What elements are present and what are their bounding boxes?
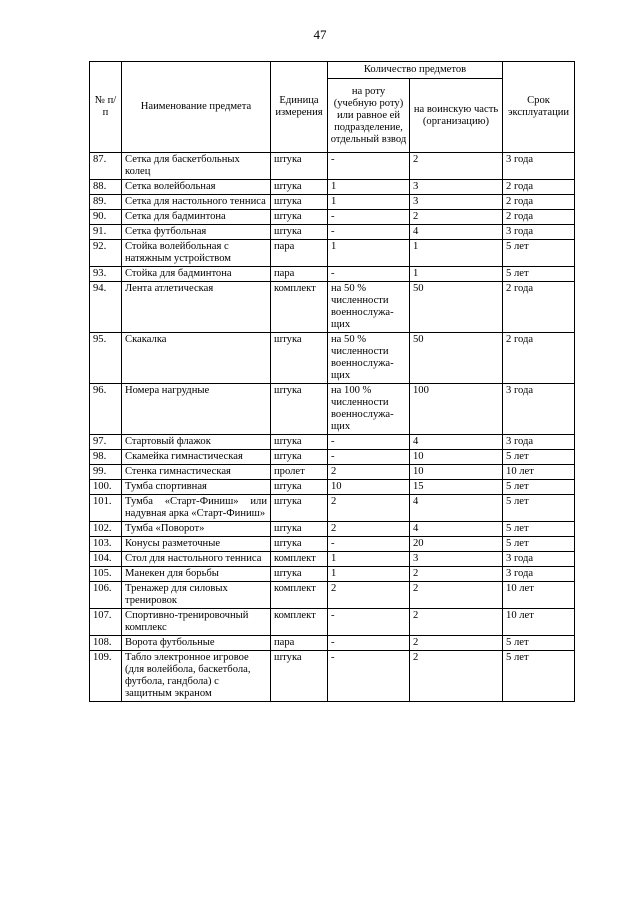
cell-qty-unit: 15: [410, 480, 503, 495]
table-row: [90, 609, 575, 636]
cell-num: 90.: [90, 210, 122, 225]
cell-unit: штука: [271, 195, 328, 210]
cell-unit: штука: [271, 480, 328, 495]
cell-num: 105.: [90, 567, 122, 582]
header-num: № п/п: [90, 62, 122, 153]
table-row: [90, 435, 575, 450]
cell-term: 5 лет: [503, 450, 575, 465]
cell-qty-company: 1: [328, 195, 410, 210]
cell-term: 5 лет: [503, 480, 575, 495]
cell-qty-unit: 3: [410, 180, 503, 195]
cell-term: 10 лет: [503, 582, 575, 609]
cell-qty-unit: 4: [410, 522, 503, 537]
cell-qty-unit: 1: [410, 267, 503, 282]
cell-term: 5 лет: [503, 537, 575, 552]
cell-qty-company: -: [328, 435, 410, 450]
cell-term: 10 лет: [503, 609, 575, 636]
cell-term: 3 года: [503, 435, 575, 450]
cell-term: 3 года: [503, 153, 575, 180]
cell-name: Сетка футбольная: [122, 225, 271, 240]
header-unit: Единица измерения: [271, 62, 328, 153]
cell-term: 5 лет: [503, 267, 575, 282]
header-term: Срок эксплуатации: [503, 62, 575, 153]
cell-qty-unit: 2: [410, 609, 503, 636]
cell-name: Стол для настольного тенниса: [122, 552, 271, 567]
cell-num: 102.: [90, 522, 122, 537]
cell-unit: штука: [271, 333, 328, 384]
cell-num: 100.: [90, 480, 122, 495]
table-row: [90, 552, 575, 567]
cell-num: 89.: [90, 195, 122, 210]
cell-unit: комплект: [271, 609, 328, 636]
cell-num: 104.: [90, 552, 122, 567]
cell-qty-company: -: [328, 609, 410, 636]
cell-num: 91.: [90, 225, 122, 240]
cell-term: 2 года: [503, 180, 575, 195]
cell-qty-company: -: [328, 537, 410, 552]
cell-qty-company: -: [328, 153, 410, 180]
cell-term: 3 года: [503, 567, 575, 582]
cell-name: Стартовый флажок: [122, 435, 271, 450]
cell-num: 88.: [90, 180, 122, 195]
cell-name: Сетка для бадминтона: [122, 210, 271, 225]
cell-name: Сетка для баскетбольных колец: [122, 153, 271, 180]
cell-qty-unit: 2: [410, 651, 503, 702]
header-name: Наименование предмета: [122, 62, 271, 153]
cell-term: 5 лет: [503, 522, 575, 537]
table-row: [90, 153, 575, 180]
cell-qty-unit: 10: [410, 450, 503, 465]
cell-qty-unit: 4: [410, 435, 503, 450]
table-row: [90, 522, 575, 537]
cell-term: 2 года: [503, 333, 575, 384]
cell-name: Табло электронное игровое (для волейбола, баскетбола, футбола, гандбола) с защитным экраном: [122, 651, 271, 702]
cell-unit: штука: [271, 450, 328, 465]
cell-qty-company: на 50 % численности военнослужа-щих: [328, 333, 410, 384]
cell-term: 5 лет: [503, 636, 575, 651]
table-row: [90, 282, 575, 333]
cell-name: Манекен для борьбы: [122, 567, 271, 582]
cell-unit: штука: [271, 435, 328, 450]
cell-qty-company: 2: [328, 495, 410, 522]
cell-unit: комплект: [271, 582, 328, 609]
cell-name: Спортивно-тренировочный комплекс: [122, 609, 271, 636]
cell-name: Тумба спортивная: [122, 480, 271, 495]
table-row: [90, 495, 575, 522]
header-qty-group: Количество предметов: [328, 62, 503, 79]
cell-qty-company: 1: [328, 567, 410, 582]
cell-num: 103.: [90, 537, 122, 552]
table-body: [90, 153, 575, 702]
cell-term: 3 года: [503, 225, 575, 240]
cell-qty-unit: 2: [410, 567, 503, 582]
equipment-table: [89, 61, 575, 702]
cell-name: Тренажер для силовых тренировок: [122, 582, 271, 609]
cell-qty-company: 10: [328, 480, 410, 495]
cell-name: Номера нагрудные: [122, 384, 271, 435]
cell-qty-company: 2: [328, 522, 410, 537]
cell-num: 99.: [90, 465, 122, 480]
cell-num: 97.: [90, 435, 122, 450]
header-qty-unit: на воинскую часть (организацию): [410, 79, 503, 153]
table-row: [90, 651, 575, 702]
cell-unit: штука: [271, 384, 328, 435]
cell-qty-unit: 20: [410, 537, 503, 552]
cell-name: Лента атлетическая: [122, 282, 271, 333]
cell-num: 87.: [90, 153, 122, 180]
cell-qty-unit: 10: [410, 465, 503, 480]
table-row: [90, 537, 575, 552]
cell-term: 2 года: [503, 282, 575, 333]
cell-qty-unit: 2: [410, 210, 503, 225]
cell-unit: штука: [271, 225, 328, 240]
cell-qty-company: 2: [328, 465, 410, 480]
cell-name: Тумба «Поворот»: [122, 522, 271, 537]
cell-num: 101.: [90, 495, 122, 522]
cell-qty-company: 1: [328, 240, 410, 267]
table-row: [90, 582, 575, 609]
cell-qty-unit: 3: [410, 195, 503, 210]
cell-qty-company: на 50 % численности военнослужа-щих: [328, 282, 410, 333]
cell-unit: штука: [271, 567, 328, 582]
cell-unit: штука: [271, 537, 328, 552]
cell-name: Скакалка: [122, 333, 271, 384]
cell-term: 2 года: [503, 195, 575, 210]
cell-num: 92.: [90, 240, 122, 267]
cell-qty-company: -: [328, 225, 410, 240]
cell-num: 94.: [90, 282, 122, 333]
cell-qty-company: 1: [328, 552, 410, 567]
table-row: [90, 567, 575, 582]
cell-num: 93.: [90, 267, 122, 282]
cell-qty-company: -: [328, 651, 410, 702]
cell-unit: пара: [271, 267, 328, 282]
table-row: [90, 180, 575, 195]
table-row: [90, 240, 575, 267]
cell-qty-unit: 4: [410, 225, 503, 240]
cell-num: 95.: [90, 333, 122, 384]
table-row: [90, 465, 575, 480]
cell-name: Стойка волейбольная с натяжным устройством: [122, 240, 271, 267]
table-row: [90, 195, 575, 210]
cell-name: Сетка для настольного тенниса: [122, 195, 271, 210]
table-row: [90, 210, 575, 225]
cell-unit: штука: [271, 210, 328, 225]
cell-num: 108.: [90, 636, 122, 651]
cell-unit: штука: [271, 153, 328, 180]
cell-qty-unit: 50: [410, 282, 503, 333]
cell-unit: комплект: [271, 552, 328, 567]
cell-qty-company: -: [328, 450, 410, 465]
cell-term: 5 лет: [503, 240, 575, 267]
cell-term: 5 лет: [503, 651, 575, 702]
cell-name: Стойка для бадминтона: [122, 267, 271, 282]
cell-num: 107.: [90, 609, 122, 636]
cell-qty-company: 2: [328, 582, 410, 609]
cell-name: Тумба «Старт-Финиш» или надувная арка «Старт-Финиш»: [122, 495, 271, 522]
cell-unit: пролет: [271, 465, 328, 480]
cell-qty-unit: 100: [410, 384, 503, 435]
cell-qty-unit: 50: [410, 333, 503, 384]
cell-num: 96.: [90, 384, 122, 435]
cell-qty-unit: 3: [410, 552, 503, 567]
cell-term: 2 года: [503, 210, 575, 225]
cell-unit: штука: [271, 180, 328, 195]
cell-term: 5 лет: [503, 495, 575, 522]
cell-num: 106.: [90, 582, 122, 609]
cell-unit: штука: [271, 522, 328, 537]
cell-unit: штука: [271, 651, 328, 702]
table-row: [90, 450, 575, 465]
cell-name: Ворота футбольные: [122, 636, 271, 651]
table-row: [90, 267, 575, 282]
table-row: [90, 636, 575, 651]
cell-unit: комплект: [271, 282, 328, 333]
cell-term: 3 года: [503, 384, 575, 435]
cell-qty-unit: 2: [410, 636, 503, 651]
header-qty-company: на роту (учебную роту) или равное ей подразделение, отдельный взвод: [328, 79, 410, 153]
cell-qty-company: -: [328, 210, 410, 225]
table-header: [90, 62, 575, 153]
cell-qty-company: 1: [328, 180, 410, 195]
cell-unit: пара: [271, 636, 328, 651]
table-row: [90, 225, 575, 240]
cell-term: 3 года: [503, 552, 575, 567]
table-row: [90, 333, 575, 384]
table-row: [90, 384, 575, 435]
cell-qty-unit: 1: [410, 240, 503, 267]
cell-qty-unit: 4: [410, 495, 503, 522]
cell-unit: пара: [271, 240, 328, 267]
cell-qty-company: на 100 % численности военнослужа-щих: [328, 384, 410, 435]
cell-name: Конусы разметочные: [122, 537, 271, 552]
table-row: [90, 480, 575, 495]
cell-qty-unit: 2: [410, 153, 503, 180]
cell-qty-unit: 2: [410, 582, 503, 609]
cell-name: Стенка гимнастическая: [122, 465, 271, 480]
cell-qty-company: -: [328, 267, 410, 282]
page-number: 47: [313, 27, 327, 42]
cell-name: Скамейка гимнастическая: [122, 450, 271, 465]
cell-num: 98.: [90, 450, 122, 465]
cell-term: 10 лет: [503, 465, 575, 480]
cell-qty-company: -: [328, 636, 410, 651]
cell-unit: штука: [271, 495, 328, 522]
cell-name: Сетка волейбольная: [122, 180, 271, 195]
cell-num: 109.: [90, 651, 122, 702]
